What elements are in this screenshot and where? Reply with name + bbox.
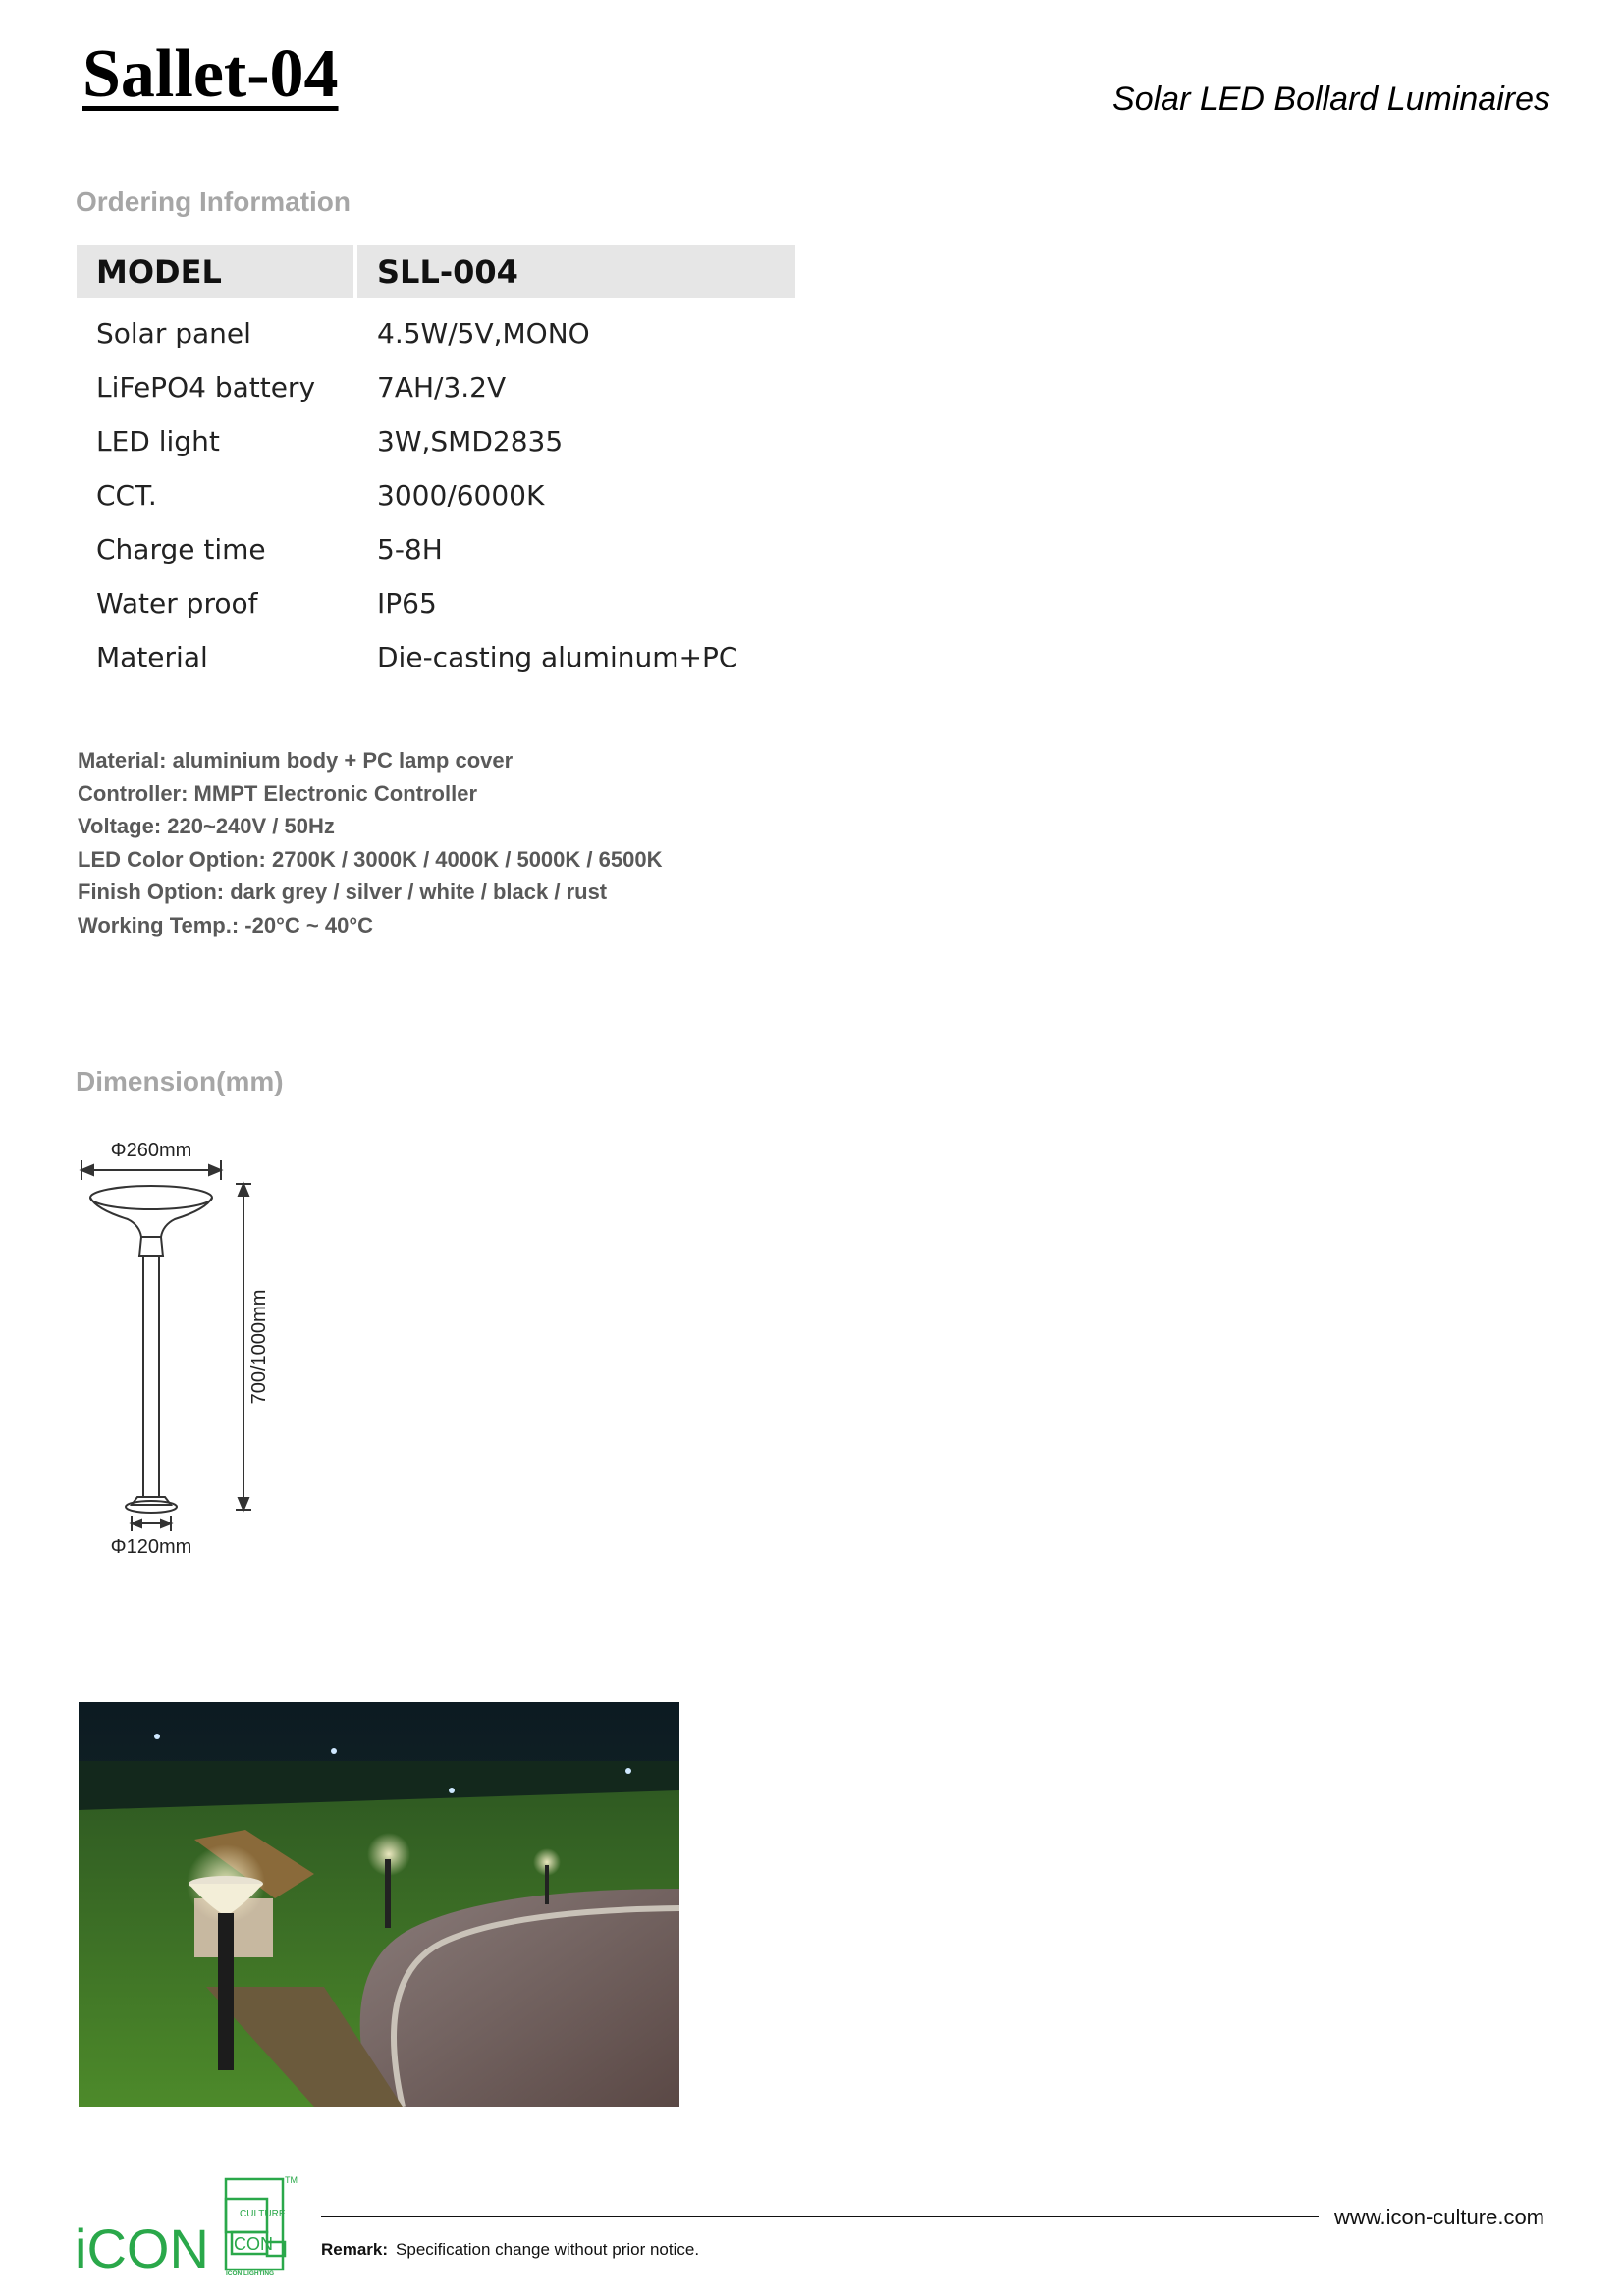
logo-mark-icon xyxy=(226,2179,285,2269)
footer-divider xyxy=(321,2216,1319,2217)
height-label: 700/1000mm xyxy=(248,1289,270,1405)
dimension-drawing xyxy=(69,1129,314,1566)
spec-value: IP65 xyxy=(377,587,437,619)
spec-value: 4.5W/5V,MONO xyxy=(377,317,590,349)
spec-value: Die-casting aluminum+PC xyxy=(377,641,738,673)
spec-label: Water proof xyxy=(96,587,258,619)
feature-list xyxy=(78,744,662,941)
table-row xyxy=(77,360,795,414)
ordering-heading: Ordering Information xyxy=(76,187,351,217)
logo-mark-lighting: ICON LIGHTING xyxy=(226,2270,275,2277)
spec-value: 7AH/3.2V xyxy=(377,371,507,403)
spec-label: LiFePO4 battery xyxy=(96,371,316,403)
spec-label: Solar panel xyxy=(96,317,251,349)
list-item: Material: aluminium body + PC lamp cover xyxy=(78,748,514,773)
list-item: LED Color Option: 2700K / 3000K / 4000K / 5000K / 6500K xyxy=(78,846,663,872)
list-item: Working Temp.: -20°C ~ 40°C xyxy=(78,912,374,937)
spec-label: Charge time xyxy=(96,533,266,565)
logo-mark-culture: CULTURE xyxy=(240,2209,286,2219)
spec-table xyxy=(77,245,795,684)
table-row xyxy=(77,522,795,576)
list-item: Voltage: 220~240V / 50Hz xyxy=(78,814,335,838)
table-row xyxy=(77,468,795,522)
list-item: Finish Option: dark grey / silver / white / black / rust xyxy=(78,880,608,904)
installation-photo xyxy=(79,1702,679,2107)
spec-label: LED light xyxy=(96,425,220,457)
website-link[interactable]: www.icon-culture.com xyxy=(1334,2205,1544,2229)
spec-label: Material xyxy=(96,641,208,673)
table-row xyxy=(77,576,795,630)
list-item: Controller: MMPT Electronic Controller xyxy=(78,780,478,806)
remark xyxy=(321,2240,699,2260)
remark-label: Remark: xyxy=(321,2240,389,2259)
product-title: Sallet-04 xyxy=(82,36,339,112)
spec-value: 3W,SMD2835 xyxy=(377,425,564,457)
icon-logo xyxy=(75,2169,310,2277)
remark-text: Specification change without prior notice. xyxy=(396,2240,700,2259)
logo-brand-text: iCON xyxy=(75,2217,209,2277)
base-diameter-label: Φ120mm xyxy=(110,1536,192,1558)
product-subtitle: Solar LED Bollard Luminaires xyxy=(1112,80,1550,118)
table-header-model-code: SLL-004 xyxy=(357,245,795,298)
table-header-row xyxy=(77,245,795,298)
logo-tm: TM xyxy=(285,2175,298,2185)
table-header-model: MODEL xyxy=(77,245,357,298)
spec-label: CCT. xyxy=(96,479,157,511)
table-row xyxy=(77,630,795,684)
dimension-heading: Dimension(mm) xyxy=(76,1066,284,1096)
bollard-outline xyxy=(81,1160,251,1531)
logo-mark-con: CON xyxy=(234,2234,273,2254)
spec-value: 3000/6000K xyxy=(377,479,545,511)
top-diameter-label: Φ260mm xyxy=(110,1140,192,1161)
table-row xyxy=(77,298,795,360)
spec-value: 5-8H xyxy=(377,533,443,565)
table-row xyxy=(77,414,795,468)
